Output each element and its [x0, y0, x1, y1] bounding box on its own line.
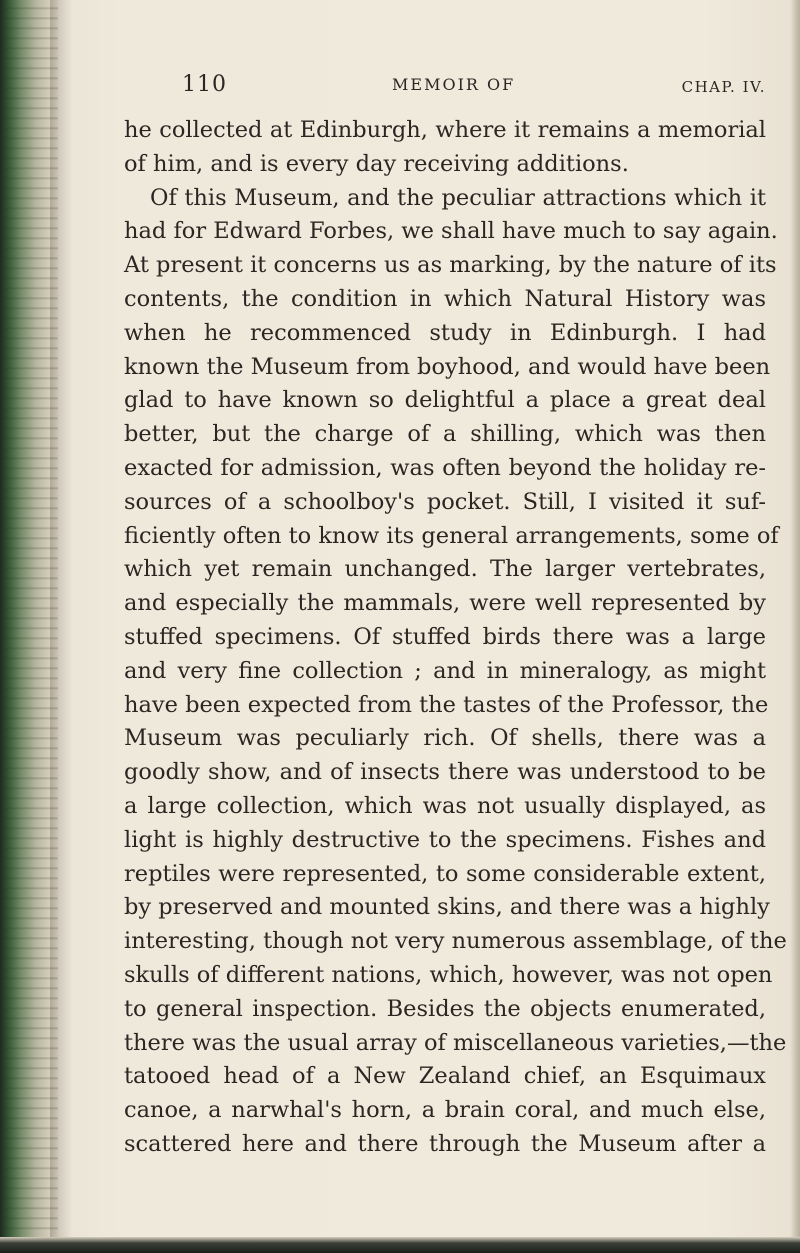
text-line: goodly show, and of insects there was understood to be	[124, 759, 766, 786]
body-text	[124, 114, 787, 1162]
text-line: and very fine collection ; and in mineralogy, as might	[124, 657, 766, 684]
page-number: 110	[182, 72, 227, 97]
text-line: had for Edward Forbes, we shall have much to say again.	[124, 218, 778, 245]
text-line: skulls of different nations, which, however, was not open	[124, 961, 773, 988]
text-line: and especially the mammals, were well represented by	[124, 590, 766, 617]
text-line: light is highly destructive to the specimens. Fishes and	[124, 826, 766, 853]
gutter-shadow	[50, 0, 72, 1253]
text-line: reptiles were represented, to some considerable extent,	[124, 860, 766, 887]
text-line: tatooed head of a New Zealand chief, an Esquimaux	[124, 1063, 766, 1090]
page-header	[182, 72, 766, 104]
text-line: he collected at Edinburgh, where it remains a memorial	[124, 117, 766, 143]
text-line: of him, and is every day receiving additions.	[124, 150, 629, 177]
text-line: Of this Museum, and the peculiar attractions which it	[150, 184, 766, 211]
text-line: known the Museum from boyhood, and would have been	[124, 353, 771, 380]
running-head: MEMOIR OF	[392, 75, 516, 94]
text-line: a large collection, which was not usually displayed, as	[124, 792, 766, 819]
text-line: interesting, though not very numerous assemblage, of the	[124, 928, 787, 955]
page-edge	[790, 0, 800, 1253]
text-line: exacted for admission, was often beyond the holiday re-	[124, 454, 766, 481]
text-line: At present it concerns us as marking, by the nature of its	[124, 252, 777, 279]
text-line: canoe, a narwhal's horn, a brain coral, and much else,	[124, 1097, 766, 1124]
text-line: by preserved and mounted skins, and there was a highly	[124, 894, 770, 921]
text-line: have been expected from the tastes of the Professor, the	[124, 691, 769, 718]
text-line: scattered here and there through the Museum after a	[124, 1130, 766, 1157]
text-line: there was the usual array of miscellaneous varieties,—the	[124, 1029, 787, 1056]
text-line: when he recommenced study in Edinburgh. I had	[124, 319, 766, 346]
chapter-label: CHAP. IV.	[681, 78, 766, 96]
text-line: contents, the condition in which Natural History was	[124, 285, 766, 312]
text-line: Museum was peculiarly rich. Of shells, there was a	[124, 725, 766, 752]
text-line: glad to have known so delightful a place a great deal	[124, 387, 766, 414]
text-line: to general inspection. Besides the objects enumerated,	[124, 995, 766, 1022]
page-bottom-edge	[0, 1237, 800, 1253]
text-line: better, but the charge of a shilling, which was then	[124, 421, 766, 448]
text-line: ficiently often to know its general arrangements, some of	[124, 522, 779, 549]
text-line: sources of a schoolboy's pocket. Still, I visited it suf-	[124, 488, 766, 515]
text-line: which yet remain unchanged. The larger vertebrates,	[124, 556, 766, 583]
text-line: stuffed specimens. Of stuffed birds there was a large	[124, 623, 766, 650]
